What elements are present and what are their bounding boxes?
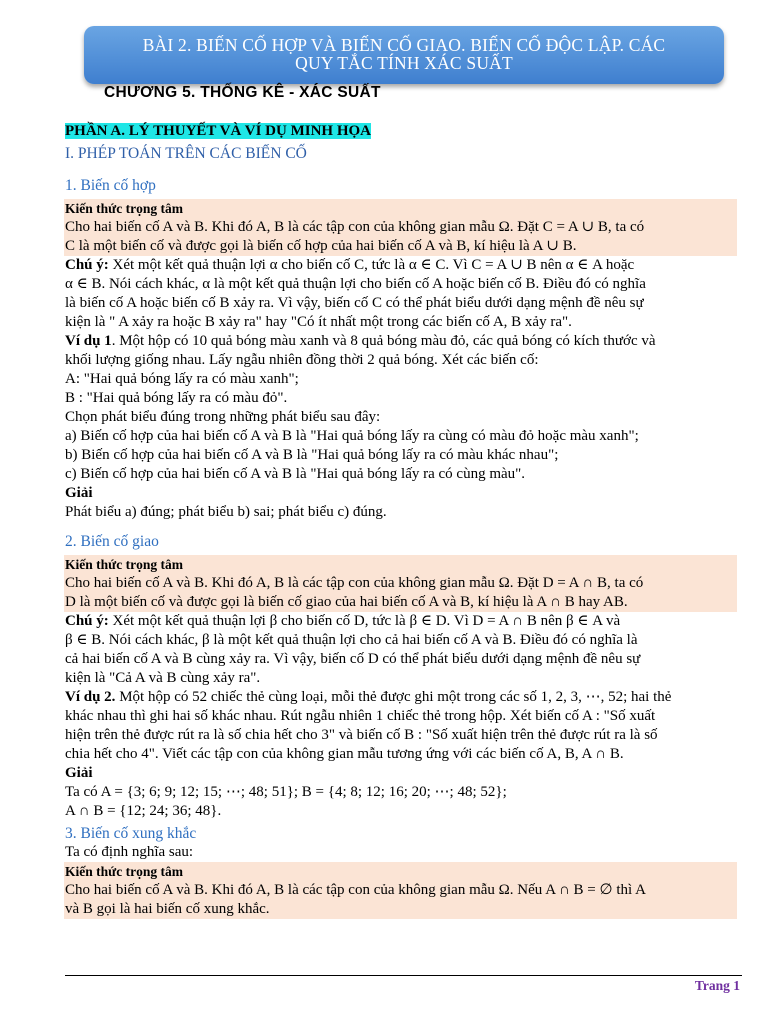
note-label: Chú ý: [65, 257, 109, 273]
key-knowledge-box-exclusive [64, 862, 737, 919]
example-2-line-2: khác nhau thì ghi hai số khác nhau. Rút ngẫu nhiên 1 chiếc thẻ trong hộp. Xét biến cố A : "Số xuất [65, 708, 656, 724]
key-knowledge-box-intersection [64, 555, 737, 612]
page-number: Trang 1 [694, 978, 740, 993]
exclusive-definition-line-1: Cho hai biến cố A và B. Khi đó A, B là các tập con của không gian mẫu Ω. Nếu A ∩ B = ∅ thì A [65, 882, 646, 898]
mutually-exclusive-heading: 3. Biến cố xung khắc [65, 825, 197, 842]
part-a-heading: PHẦN A. LÝ THUYẾT VÀ VÍ DỤ MINH HỌA [65, 123, 372, 139]
solution-2-line-2: A ∩ B = {12; 24; 36; 48}. [65, 803, 222, 819]
union-note-line-3: là biến cố A hoặc biến cố B xảy ra. Vì vậy, biến cố C có thể phát biểu dưới dạng mệnh đề nêu sự [65, 295, 644, 311]
solution-1-line-1: Phát biểu a) đúng; phát biểu b) sai; phát biểu c) đúng. [65, 504, 387, 520]
intersection-note-line-3: cả hai biến cố A và B cùng xảy ra. Vì vậy, biến cố D có thể phát biểu dưới dạng mệnh đề nêu sự [65, 651, 641, 667]
intersection-note-line-1: Chú ý: Xét một kết quả thuận lợi β cho biến cố D, tức là β ∈ D. Vì D = A ∩ B nên β ∈ A và [65, 613, 621, 629]
example-1-line-7: b) Biến cố hợp của hai biến cố A và B là "Hai quả bóng lấy ra có màu khác nhau"; [65, 447, 559, 463]
solution-label: Giải [65, 765, 93, 781]
footer-divider [65, 975, 742, 976]
lesson-title-line-2: QUY TẮC TÍNH XÁC SUẤT [295, 53, 513, 73]
example-2-label: Ví dụ 2. [65, 689, 116, 705]
example-2-line-3: hiện trên thẻ được rút ra là số chia hết cho 3" và biến cố B : "Số xuất hiện trên thẻ được rút ra là số [65, 727, 658, 743]
section-1-heading: I. PHÉP TOÁN TRÊN CÁC BIẾN CỐ [65, 145, 307, 162]
key-knowledge-title: Kiến thức trọng tâm [65, 201, 183, 216]
union-note-line-4: kiện là " A xảy ra hoặc B xảy ra" hay "Có ít nhất một trong các biến cố A, B xảy ra". [65, 314, 572, 330]
key-knowledge-title: Kiến thức trọng tâm [65, 557, 183, 572]
exclusive-definition-line-2: và B gọi là hai biến cố xung khắc. [65, 901, 270, 917]
example-1-line-4: B : "Hai quả bóng lấy ra có màu đỏ". [65, 390, 288, 406]
union-definition-line-2: C là một biến cố và được gọi là biến cố hợp của hai biến cố A và B, kí hiệu là A ∪ B. [65, 238, 577, 254]
union-definition-line-1: Cho hai biến cố A và B. Khi đó A, B là các tập con của không gian mẫu Ω. Đặt C = A ∪ B, ta có [65, 219, 645, 235]
intersection-note-line-2: β ∈ B. Nói cách khác, β là một kết quả thuận lợi cho cả hai biến cố A và B. Điều đó có nghĩa là [65, 632, 638, 648]
chapter-title: CHƯƠNG 5. THỐNG KÊ - XÁC SUẤT [104, 84, 381, 101]
union-note-line-1: Chú ý: Xét một kết quả thuận lợi α cho biến cố C, tức là α ∈ C. Vì C = A ∪ B nên α ∈ A hoặc [65, 257, 635, 273]
document-body [65, 122, 737, 919]
mutually-exclusive-intro: Ta có định nghĩa sau: [65, 844, 194, 860]
intersection-heading: 2. Biến cố giao [65, 533, 159, 550]
intersection-note-line-4: kiện là "Cả A và B cùng xảy ra". [65, 670, 261, 686]
union-heading: 1. Biến cố hợp [65, 177, 156, 194]
example-1-line-5: Chọn phát biểu đúng trong những phát biểu sau đây: [65, 409, 381, 425]
solution-label: Giải [65, 485, 93, 501]
intersection-definition-line-2: D là một biến cố và được gọi là biến cố giao của hai biến cố A và B, kí hiệu là A ∩ B hay AB. [65, 594, 628, 610]
intersection-definition-line-1: Cho hai biến cố A và B. Khi đó A, B là các tập con của không gian mẫu Ω. Đặt D = A ∩ B, ta có [65, 575, 644, 591]
key-knowledge-box-union [64, 199, 737, 256]
solution-2-line-1: Ta có A = {3; 6; 9; 12; 15; ⋯; 48; 51}; B = {4; 8; 12; 16; 20; ⋯; 48; 52}; [65, 784, 507, 800]
key-knowledge-title: Kiến thức trọng tâm [65, 864, 183, 879]
example-1-line-2: khối lượng giống nhau. Lấy ngẫu nhiên đồng thời 2 quả bóng. Xét các biến cố: [65, 352, 539, 368]
example-1-line-8: c) Biến cố hợp của hai biến cố A và B là "Hai quả bóng lấy ra có cùng màu". [65, 466, 526, 482]
example-1-line-6: a) Biến cố hợp của hai biến cố A và B là "Hai quả bóng lấy ra cùng có màu đỏ hoặc màu xanh"; [65, 428, 639, 444]
union-note-line-2: α ∈ B. Nói cách khác, α là một kết quả thuận lợi cho biến cố A hoặc biến cố B. Điều đó có nghĩa [65, 276, 646, 292]
note-label: Chú ý: [65, 613, 109, 629]
example-1-label: Ví dụ 1 [65, 333, 112, 349]
example-2-line-4: chia hết cho 4". Viết các tập con của không gian mẫu tương ứng với các biến cố A, B, A ∩ B. [65, 746, 624, 762]
lesson-title-line-1: BÀI 2. BIẾN CỐ HỢP VÀ BIẾN CỐ GIAO. BIẾN CỐ ĐỘC LẬP. CÁC [142, 35, 666, 55]
example-1-line-3: A: "Hai quả bóng lấy ra có màu xanh"; [65, 371, 299, 387]
example-2-line-1: Ví dụ 2. Một hộp có 52 chiếc thẻ cùng loại, mỗi thẻ được ghi một trong các số 1, 2, 3, ⋯, 52; hai thẻ [65, 689, 672, 705]
lesson-title [84, 36, 724, 72]
example-1-line-1: Ví dụ 1. Một hộp có 10 quả bóng màu xanh và 8 quả bóng màu đỏ, các quả bóng có kích thước và [65, 333, 656, 349]
